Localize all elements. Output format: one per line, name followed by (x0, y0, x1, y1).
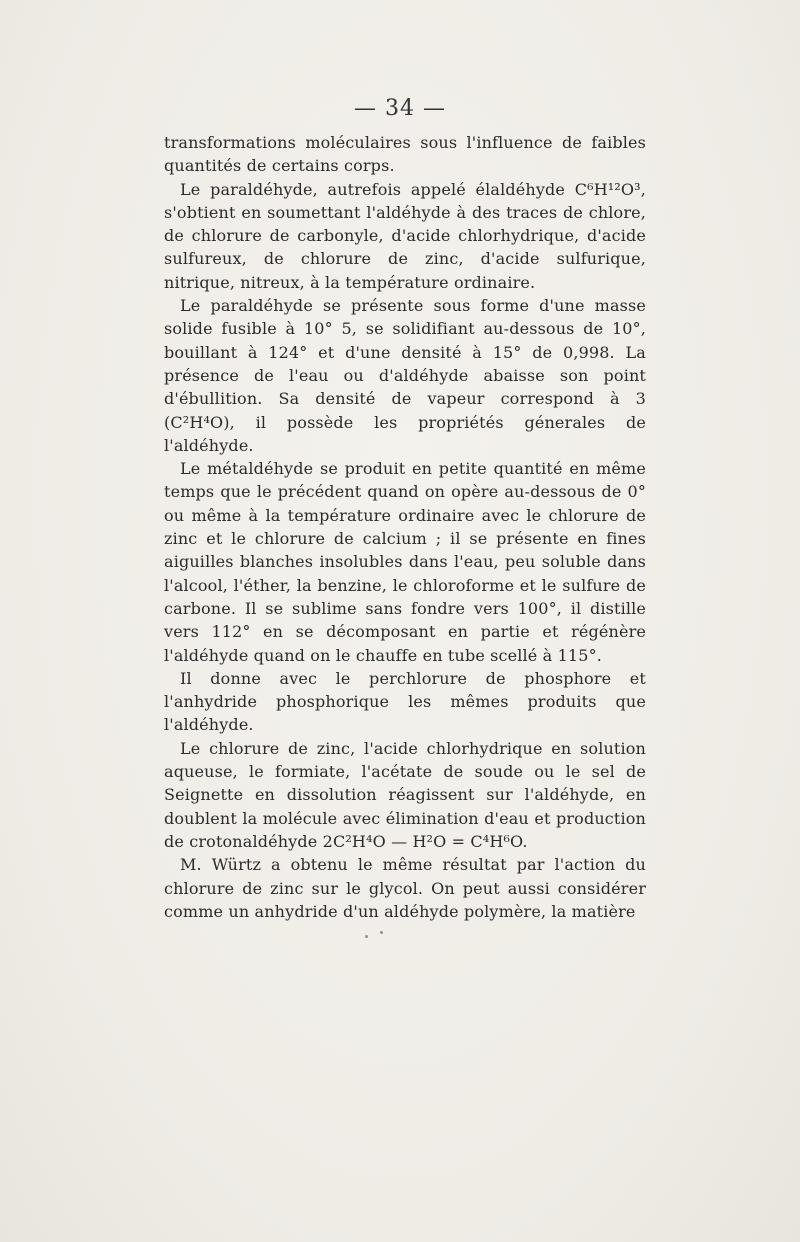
paragraph-chlorure-de-zinc: Le chlorure de zinc, l'acide chlorhydrique en solution aqueuse, le formiate, l'acétate de soude ou le sel de Seignette en dissolution réagissent sur l'aldéhyde, en doublent la molécule avec élimination d'eau et production de crotonaldéhyde 2C²H⁴O — H²O = C⁴H⁶O. (164, 738, 646, 851)
paragraph-paraldehyde: Le paraldéhyde, autrefois appelé élaldéhyde C⁶H¹²O³, s'obtient en soumettant l'aldéhyde à des traces de chlore, de chlorure de carbonyle, d'acide chlorhydrique, d'acide sulfureux, de chlorure de zinc, d'acide sulfurique, nitrique, nitreux, à la température ordinaire. (164, 179, 646, 292)
paper-speck (365, 935, 368, 938)
page-number: — 34 — (354, 96, 446, 121)
paragraph-continuation: transformations moléculaires sous l'influence de faibles quantités de certains corps. (164, 133, 646, 176)
body-text (164, 131, 646, 923)
paragraph-wurtz: M. Würtz a obtenu le même résultat par l'action du chlorure de zinc sur le glycol. On peut aussi considérer comme un anhydride d'un aldéhyde polymère, la matière (164, 855, 646, 921)
paragraph-perchlorure: Il donne avec le perchlorure de phosphore et l'anhydride phosphorique les mêmes produits que l'aldéhyde. (164, 668, 646, 735)
paragraph-metaldehyde: Le métaldéhyde se produit en petite quantité en même temps que le précédent quand on opère au-dessous de 0° ou même à la température ordinaire avec le chlorure de zinc et le chlorure de calcium ; il se présente en fines aiguilles blanches insolubles dans l'eau, peu soluble dans l'alcool, l'éther, la benzine, le chloroforme et le sulfure de carbone. Il se sublime sans fondre vers 100°, il distille vers 112° en se décomposant en partie et régénère l'aldéhyde quand on le chauffe en tube scellé à 115°. (164, 459, 646, 665)
paper-speck (380, 931, 383, 934)
paragraph-paraldehyde-properties: Le paraldéhyde se présente sous forme d'une masse solide fusible à 10° 5, se solidifiant au-dessous de 10°, bouillant à 124° et d'une densité à 15° de 0,998. La présence de l'eau ou d'aldéhyde abaisse son point d'ébullition. Sa densité de vapeur correspond à 3 (C²H⁴O), il possède les propriétés génerales de l'aldéhyde. (164, 296, 646, 455)
